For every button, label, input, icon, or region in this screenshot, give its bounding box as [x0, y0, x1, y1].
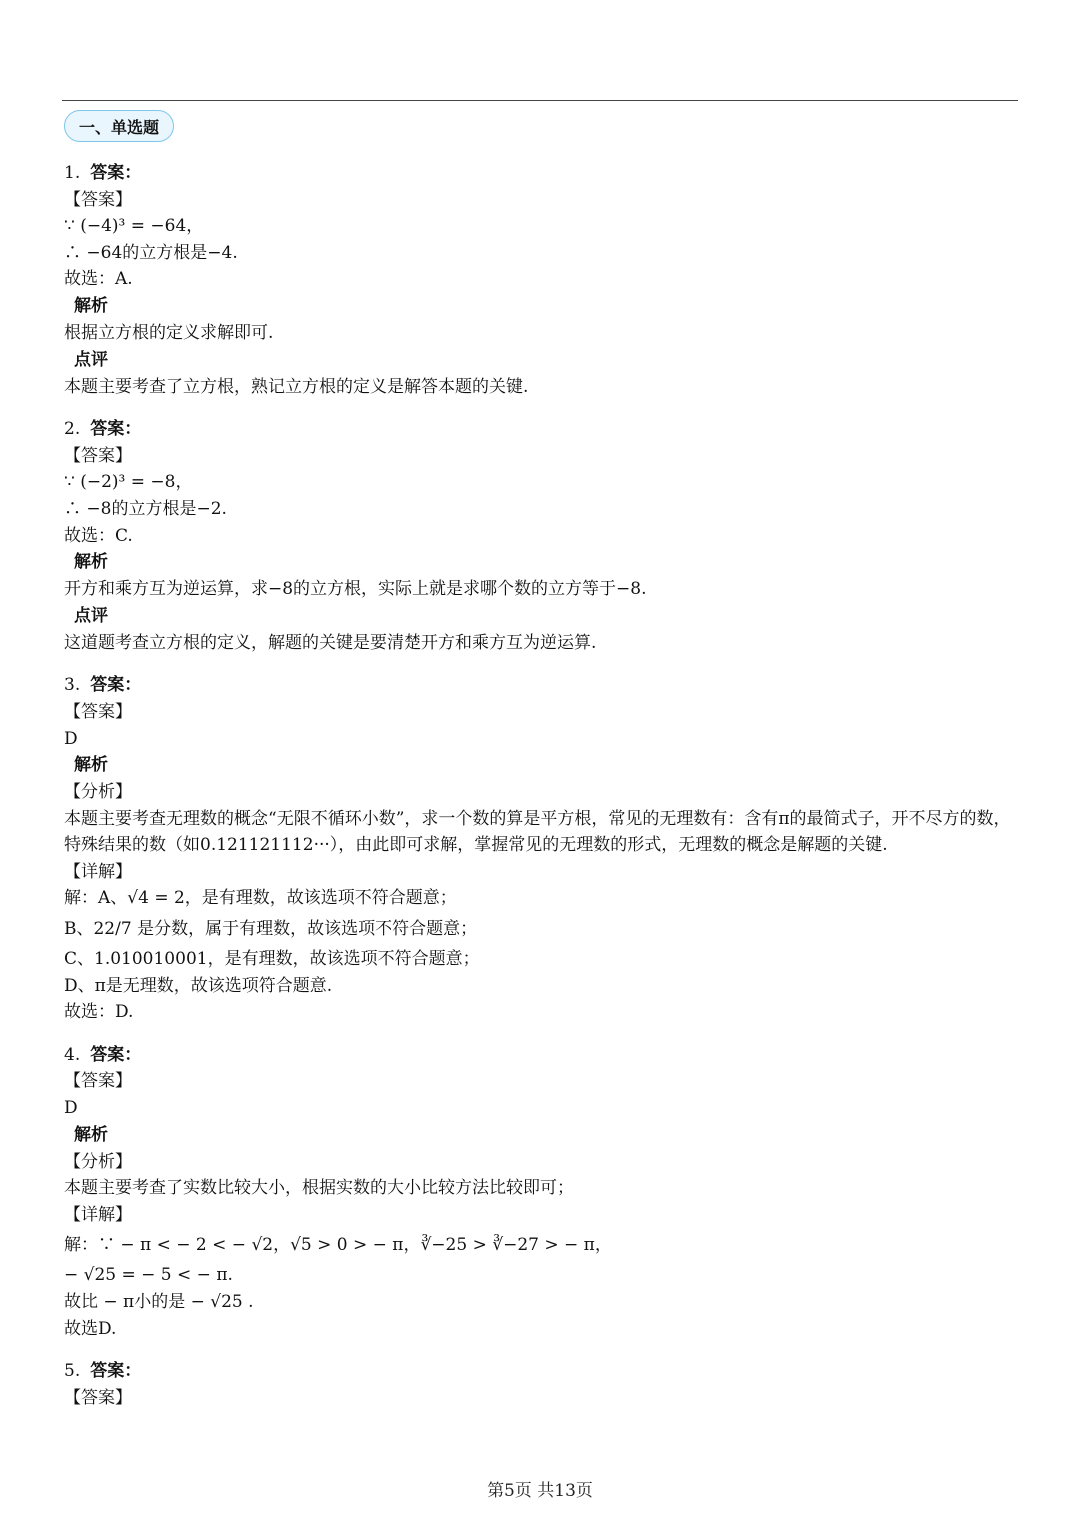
document-content — [64, 160, 1020, 1427]
question-heading — [64, 416, 1020, 443]
answer-line: ∴ −64的立方根是−4. — [64, 242, 238, 263]
question-4 — [64, 1042, 1020, 1342]
analysis-line: 开方和乘方互为逆运算，求−8的立方根，实际上就是求哪个数的立方等于−8. — [64, 579, 647, 600]
xiangjie-line: 故选：D. — [64, 1002, 134, 1023]
section-title-badge: 一、单选题 — [64, 110, 174, 142]
question-heading — [64, 1358, 1020, 1385]
question-heading — [64, 160, 1020, 187]
xiangjie-line: 故选D. — [64, 1318, 117, 1339]
analysis-label: 解析 — [74, 755, 108, 776]
comment-line: 本题主要考查了立方根，熟记立方根的定义是解答本题的关键. — [64, 376, 529, 397]
question-number: 4. — [64, 1044, 81, 1065]
answer-line: 故选：A. — [64, 269, 133, 290]
question-number: 5. — [64, 1361, 81, 1382]
xiangjie-line: − √25 = − 5 < − π. — [64, 1265, 233, 1286]
question-5 — [64, 1358, 1020, 1411]
fenxi-text: 本题主要考查无理数的概念“无限不循环小数”，求一个数的算是平方根，常见的无理数有：含有π的最简式子，开不尽方的数，特殊结果的数（如0.121121112···），由此即可求解，掌握常见的无理数的形式，无理数的概念是解题的关键. — [64, 808, 1011, 856]
answer-line: D — [64, 728, 78, 749]
question-2 — [64, 416, 1020, 656]
question-heading — [64, 1042, 1020, 1069]
fenxi-text: 本题主要考查了实数比较大小，根据实数的大小比较方法比较即可； — [64, 1178, 574, 1199]
answer-tag: 【答案】 — [64, 445, 132, 466]
question-heading-text: 答案： — [90, 1044, 142, 1065]
answer-tag: 【答案】 — [64, 1071, 132, 1092]
comment-label: 点评 — [74, 605, 108, 626]
xiangjie-line: 故比 − π小的是 − √25 . — [64, 1292, 254, 1312]
answer-line: ∴ −8的立方根是−2. — [64, 498, 227, 519]
header-rule — [62, 100, 1018, 101]
question-number: 2. — [64, 419, 81, 440]
analysis-label: 解析 — [74, 552, 108, 573]
answer-tag: 【答案】 — [64, 701, 132, 722]
question-number: 1. — [64, 163, 81, 183]
question-3 — [64, 672, 1020, 1026]
xiangjie-line: D、π是无理数，故该选项符合题意. — [64, 975, 333, 996]
xiangjie-line: 解：∵ − π < − 2 < − √2，√5 > 0 > − π，∛−25 > ∛−27 > − π， — [64, 1235, 612, 1256]
xiangjie-tag: 【详解】 — [64, 861, 132, 882]
answer-line: 故选：C. — [64, 525, 133, 546]
answer-tag: 【答案】 — [64, 189, 132, 210]
comment-line: 这道题考查立方根的定义，解题的关键是要清楚开方和乘方互为逆运算. — [64, 632, 597, 653]
xiangjie-tag: 【详解】 — [64, 1204, 132, 1225]
answer-line: D — [64, 1098, 78, 1119]
analysis-label: 解析 — [74, 1124, 108, 1145]
answer-tag: 【答案】 — [64, 1387, 132, 1408]
xiangjie-line: C、1.010010001，是有理数，故该选项不符合题意； — [64, 949, 480, 970]
comment-label: 点评 — [74, 349, 108, 370]
fenxi-tag: 【分析】 — [64, 1151, 132, 1172]
xiangjie-line: B、22/7 是分数，属于有理数，故该选项不符合题意； — [64, 919, 478, 940]
analysis-label: 解析 — [74, 295, 108, 316]
answer-line: ∵ (−4)³ = −64， — [64, 216, 204, 237]
question-1 — [64, 160, 1020, 400]
question-heading-text: 答案： — [90, 675, 142, 696]
page-footer: 第5页 共13页 — [487, 1481, 593, 1501]
question-number: 3. — [64, 675, 81, 696]
xiangjie-line: 解：A、√4 = 2，是有理数，故该选项不符合题意； — [64, 888, 457, 909]
question-heading-text: 答案： — [90, 163, 142, 183]
fenxi-tag: 【分析】 — [64, 782, 132, 803]
question-heading-text: 答案： — [90, 1361, 142, 1382]
question-heading — [64, 672, 1020, 699]
question-heading-text: 答案： — [90, 419, 142, 440]
analysis-line: 根据立方根的定义求解即可. — [64, 322, 274, 343]
answer-line: ∵ (−2)³ = −8， — [64, 472, 193, 493]
